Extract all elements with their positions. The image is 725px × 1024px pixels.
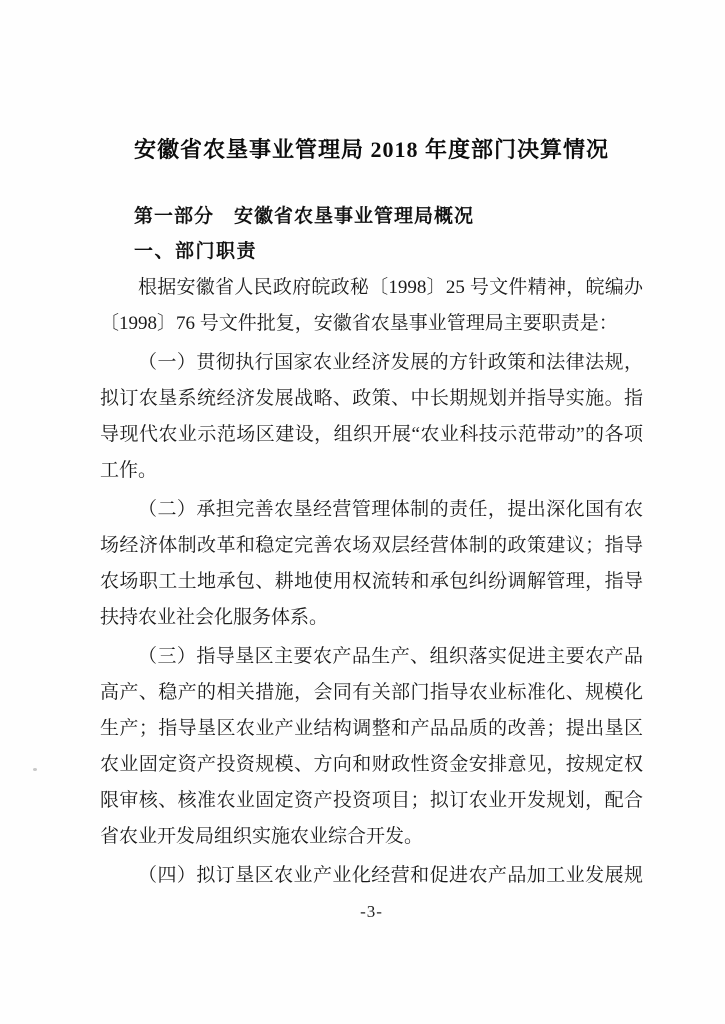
paragraph [100, 858, 643, 894]
paragraph [100, 492, 643, 636]
body-line: 拟订农垦系统经济发展战略、政策、中长期规划并指导实施。指 [100, 388, 643, 409]
body-line: 〔1998〕76 号文件批复，安徽省农垦事业管理局主要职责是： [100, 313, 618, 334]
paragraph [100, 345, 643, 489]
body-line: 根据安徽省人民政府皖政秘〔1998〕25 号文件精神，皖编办 [138, 277, 643, 298]
body-line: （三）指导垦区主要农产品生产、组织落实促进主要农产品 [138, 646, 643, 667]
body-line: 生产；指导垦区农业产业结构调整和产品品质的改善；提出垦区 [100, 718, 643, 739]
paragraph [100, 639, 643, 855]
body-line: （二）承担完善农垦经营管理体制的责任，提出深化国有农 [138, 499, 643, 520]
body-line: 导现代农业示范场区建设，组织开展“农业科技示范带动”的各项 [100, 424, 643, 445]
document-title: 安徽省农垦事业管理局 2018 年度部门决算情况 [133, 137, 609, 162]
body-line: （四）拟订垦区农业产业化经营和促进农产品加工业发展规 [138, 865, 643, 886]
document-body [100, 270, 643, 894]
body-line: 高产、稳产的相关措施，会同有关部门指导农业标准化、规模化 [100, 682, 643, 703]
section-heading: 一、部门职责 [134, 241, 258, 262]
scan-artifact-speck [33, 768, 37, 771]
body-line: 省农业开发局组织实施农业综合开发。 [100, 826, 424, 847]
paragraph [100, 270, 643, 342]
body-line: 农场职工土地承包、耕地使用权流转和承包纠纷调解管理，指导 [100, 571, 643, 592]
body-line: （一）贯彻执行国家农业经济发展的方针政策和法律法规， [138, 352, 643, 373]
body-line: 场经济体制改革和稳定完善农场双层经营体制的政策建议；指导 [100, 535, 643, 556]
body-line: 农业固定资产投资规模、方向和财政性资金安排意见，按规定权 [100, 754, 643, 775]
page-number: -3- [360, 902, 383, 921]
part-heading: 第一部分 安徽省农垦事业管理局概况 [134, 206, 475, 227]
body-line: 扶持农业社会化服务体系。 [100, 607, 329, 628]
body-line: 工作。 [100, 460, 158, 481]
body-line: 限审核、核准农业固定资产投资项目；拟订农业开发规划，配合 [100, 790, 643, 811]
